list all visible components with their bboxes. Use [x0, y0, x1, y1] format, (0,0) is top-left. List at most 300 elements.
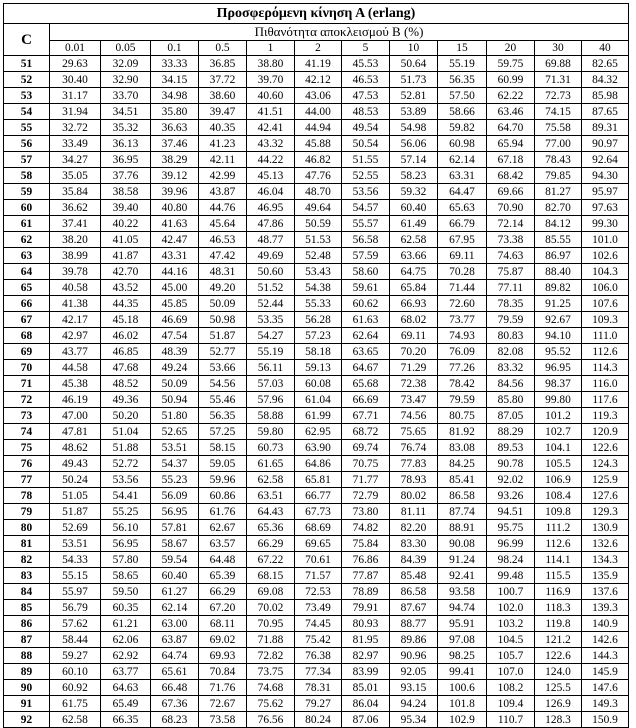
traffic-value-cell: 50.24: [50, 472, 101, 488]
traffic-value-cell: 57.59: [342, 248, 390, 264]
traffic-value-cell: 50.98: [199, 312, 247, 328]
table-row: [4, 152, 629, 168]
traffic-value-cell: 135.9: [582, 568, 629, 584]
traffic-value-cell: 118.3: [535, 600, 582, 616]
traffic-value-cell: 42.47: [151, 232, 199, 248]
traffic-value-cell: 60.40: [390, 200, 438, 216]
traffic-value-cell: 89.82: [535, 280, 582, 296]
traffic-value-cell: 32.09: [101, 56, 151, 72]
traffic-value-cell: 52.72: [101, 456, 151, 472]
traffic-value-cell: 142.6: [582, 632, 629, 648]
traffic-value-cell: 48.52: [101, 376, 151, 392]
traffic-value-cell: 52.69: [50, 520, 101, 536]
traffic-value-cell: 108.2: [487, 680, 535, 696]
traffic-value-cell: 60.92: [50, 680, 101, 696]
traffic-value-cell: 126.9: [535, 696, 582, 712]
traffic-value-cell: 38.29: [151, 152, 199, 168]
channel-count-cell: 53: [4, 88, 50, 104]
traffic-value-cell: 58.18: [295, 344, 342, 360]
traffic-value-cell: 44.16: [151, 264, 199, 280]
traffic-value-cell: 40.22: [101, 216, 151, 232]
traffic-value-cell: 94.30: [582, 168, 629, 184]
traffic-value-cell: 68.11: [199, 616, 247, 632]
traffic-value-cell: 124.0: [535, 664, 582, 680]
traffic-value-cell: 73.75: [247, 664, 295, 680]
channel-count-cell: 65: [4, 280, 50, 296]
traffic-value-cell: 62.06: [101, 632, 151, 648]
traffic-value-cell: 102.9: [438, 712, 487, 728]
traffic-value-cell: 40.80: [151, 200, 199, 216]
traffic-value-cell: 48.70: [295, 184, 342, 200]
traffic-value-cell: 94.10: [535, 328, 582, 344]
traffic-value-cell: 46.02: [101, 328, 151, 344]
channel-count-cell: 67: [4, 312, 50, 328]
traffic-value-cell: 33.33: [151, 56, 199, 72]
traffic-value-cell: 94.51: [487, 504, 535, 520]
traffic-value-cell: 90.97: [582, 136, 629, 152]
traffic-value-cell: 62.58: [390, 232, 438, 248]
traffic-value-cell: 70.61: [295, 552, 342, 568]
traffic-value-cell: 67.71: [342, 408, 390, 424]
traffic-value-cell: 39.70: [247, 72, 295, 88]
traffic-value-cell: 64.86: [295, 456, 342, 472]
traffic-value-cell: 34.98: [151, 88, 199, 104]
traffic-value-cell: 41.19: [295, 56, 342, 72]
traffic-value-cell: 50.20: [101, 408, 151, 424]
traffic-value-cell: 65.84: [390, 280, 438, 296]
traffic-value-cell: 48.62: [50, 440, 101, 456]
traffic-value-cell: 101.0: [582, 232, 629, 248]
traffic-value-cell: 35.84: [50, 184, 101, 200]
erlang-b-table: [3, 3, 629, 728]
channel-count-cell: 56: [4, 136, 50, 152]
traffic-value-cell: 59.32: [390, 184, 438, 200]
traffic-value-cell: 103.2: [487, 616, 535, 632]
table-row: [4, 472, 629, 488]
traffic-value-cell: 104.3: [582, 264, 629, 280]
traffic-value-cell: 60.08: [295, 376, 342, 392]
traffic-value-cell: 42.12: [295, 72, 342, 88]
traffic-value-cell: 43.32: [247, 136, 295, 152]
percentage-header-row: [4, 41, 629, 56]
traffic-value-cell: 50.09: [151, 376, 199, 392]
traffic-value-cell: 64.74: [151, 648, 199, 664]
traffic-value-cell: 66.93: [390, 296, 438, 312]
traffic-value-cell: 59.80: [247, 424, 295, 440]
percentage-header-cell: 5: [342, 41, 390, 56]
channel-count-cell: 86: [4, 616, 50, 632]
traffic-value-cell: 84.32: [582, 72, 629, 88]
traffic-value-cell: 144.3: [582, 648, 629, 664]
traffic-value-cell: 96.99: [487, 536, 535, 552]
traffic-value-cell: 45.88: [295, 136, 342, 152]
channel-count-cell: 87: [4, 632, 50, 648]
traffic-value-cell: 82.65: [582, 56, 629, 72]
traffic-value-cell: 62.58: [50, 712, 101, 728]
traffic-value-cell: 53.35: [247, 312, 295, 328]
traffic-value-cell: 66.69: [342, 392, 390, 408]
traffic-value-cell: 49.64: [295, 200, 342, 216]
traffic-value-cell: 68.15: [247, 568, 295, 584]
traffic-value-cell: 91.25: [535, 296, 582, 312]
traffic-value-cell: 60.86: [199, 488, 247, 504]
traffic-value-cell: 82.20: [390, 520, 438, 536]
channel-count-cell: 78: [4, 488, 50, 504]
percentage-header-cell: 10: [390, 41, 438, 56]
traffic-value-cell: 33.49: [50, 136, 101, 152]
traffic-value-cell: 85.48: [390, 568, 438, 584]
traffic-value-cell: 46.85: [101, 344, 151, 360]
traffic-value-cell: 37.72: [199, 72, 247, 88]
traffic-value-cell: 81.11: [390, 504, 438, 520]
subtitle-row: [4, 24, 629, 41]
traffic-value-cell: 67.20: [199, 600, 247, 616]
traffic-value-cell: 58.66: [438, 104, 487, 120]
traffic-value-cell: 39.78: [50, 264, 101, 280]
traffic-value-cell: 92.02: [487, 472, 535, 488]
traffic-value-cell: 74.68: [247, 680, 295, 696]
traffic-value-cell: 56.35: [199, 408, 247, 424]
traffic-value-cell: 78.31: [295, 680, 342, 696]
traffic-value-cell: 90.78: [487, 456, 535, 472]
table-row: [4, 552, 629, 568]
traffic-value-cell: 65.49: [101, 696, 151, 712]
traffic-value-cell: 95.75: [487, 520, 535, 536]
traffic-value-cell: 97.08: [438, 632, 487, 648]
traffic-value-cell: 74.82: [342, 520, 390, 536]
traffic-value-cell: 73.38: [487, 232, 535, 248]
traffic-value-cell: 31.94: [50, 104, 101, 120]
traffic-value-cell: 51.52: [247, 280, 295, 296]
traffic-value-cell: 65.94: [487, 136, 535, 152]
traffic-value-cell: 40.35: [199, 120, 247, 136]
traffic-value-cell: 74.63: [487, 248, 535, 264]
traffic-value-cell: 51.55: [342, 152, 390, 168]
traffic-value-cell: 69.66: [487, 184, 535, 200]
table-row: [4, 456, 629, 472]
traffic-value-cell: 95.97: [582, 184, 629, 200]
table-row: [4, 424, 629, 440]
traffic-value-cell: 54.56: [199, 376, 247, 392]
channel-count-cell: 81: [4, 536, 50, 552]
traffic-value-cell: 110.7: [487, 712, 535, 728]
traffic-value-cell: 56.58: [342, 232, 390, 248]
traffic-value-cell: 67.36: [151, 696, 199, 712]
traffic-value-cell: 65.68: [342, 376, 390, 392]
traffic-value-cell: 44.76: [199, 200, 247, 216]
traffic-value-cell: 60.40: [151, 568, 199, 584]
traffic-value-cell: 102.0: [487, 600, 535, 616]
traffic-value-cell: 99.41: [438, 664, 487, 680]
traffic-value-cell: 93.58: [438, 584, 487, 600]
traffic-value-cell: 54.57: [342, 200, 390, 216]
table-row: [4, 184, 629, 200]
channel-count-cell: 74: [4, 424, 50, 440]
table-header: [4, 4, 629, 56]
traffic-value-cell: 85.01: [342, 680, 390, 696]
traffic-value-cell: 59.61: [342, 280, 390, 296]
traffic-value-cell: 92.67: [535, 312, 582, 328]
traffic-value-cell: 36.62: [50, 200, 101, 216]
channel-count-cell: 59: [4, 184, 50, 200]
channel-count-cell: 54: [4, 104, 50, 120]
traffic-value-cell: 70.02: [247, 600, 295, 616]
traffic-value-cell: 98.37: [535, 376, 582, 392]
traffic-value-cell: 137.6: [582, 584, 629, 600]
traffic-value-cell: 74.45: [295, 616, 342, 632]
channel-count-cell: 91: [4, 696, 50, 712]
traffic-value-cell: 72.14: [487, 216, 535, 232]
table-row: [4, 712, 629, 728]
traffic-value-cell: 79.27: [295, 696, 342, 712]
traffic-value-cell: 71.31: [535, 72, 582, 88]
traffic-value-cell: 75.65: [390, 424, 438, 440]
traffic-value-cell: 59.82: [438, 120, 487, 136]
traffic-value-cell: 53.56: [342, 184, 390, 200]
percentage-header-cell: 1: [247, 41, 295, 56]
traffic-value-cell: 98.24: [487, 552, 535, 568]
traffic-value-cell: 105.5: [535, 456, 582, 472]
traffic-value-cell: 62.22: [487, 88, 535, 104]
c-column-header: C: [4, 24, 50, 56]
traffic-value-cell: 60.73: [247, 440, 295, 456]
traffic-value-cell: 84.39: [390, 552, 438, 568]
traffic-value-cell: 46.53: [342, 72, 390, 88]
traffic-value-cell: 35.80: [151, 104, 199, 120]
traffic-value-cell: 78.42: [438, 376, 487, 392]
traffic-value-cell: 77.11: [487, 280, 535, 296]
traffic-value-cell: 95.52: [535, 344, 582, 360]
table-row: [4, 216, 629, 232]
table-row: [4, 104, 629, 120]
traffic-value-cell: 51.87: [50, 504, 101, 520]
traffic-value-cell: 94.74: [438, 600, 487, 616]
traffic-value-cell: 57.23: [295, 328, 342, 344]
traffic-value-cell: 45.64: [199, 216, 247, 232]
traffic-value-cell: 64.43: [247, 504, 295, 520]
table-row: [4, 200, 629, 216]
traffic-value-cell: 145.9: [582, 664, 629, 680]
traffic-value-cell: 80.93: [342, 616, 390, 632]
traffic-value-cell: 42.41: [247, 120, 295, 136]
traffic-value-cell: 56.06: [390, 136, 438, 152]
traffic-value-cell: 47.53: [342, 88, 390, 104]
traffic-value-cell: 60.98: [438, 136, 487, 152]
percentage-header-cell: 15: [438, 41, 487, 56]
traffic-value-cell: 69.88: [535, 56, 582, 72]
table-row: [4, 264, 629, 280]
traffic-value-cell: 140.9: [582, 616, 629, 632]
traffic-value-cell: 63.57: [199, 536, 247, 552]
channel-count-cell: 51: [4, 56, 50, 72]
traffic-value-cell: 32.72: [50, 120, 101, 136]
channel-count-cell: 61: [4, 216, 50, 232]
traffic-value-cell: 44.35: [101, 296, 151, 312]
table-row: [4, 520, 629, 536]
traffic-value-cell: 54.41: [101, 488, 151, 504]
traffic-value-cell: 109.4: [487, 696, 535, 712]
traffic-value-cell: 39.96: [151, 184, 199, 200]
traffic-value-cell: 41.38: [50, 296, 101, 312]
traffic-value-cell: 80.83: [487, 328, 535, 344]
traffic-value-cell: 52.77: [199, 344, 247, 360]
traffic-value-cell: 78.35: [487, 296, 535, 312]
channel-count-cell: 83: [4, 568, 50, 584]
traffic-value-cell: 120.9: [582, 424, 629, 440]
traffic-value-cell: 72.79: [342, 488, 390, 504]
traffic-value-cell: 105.7: [487, 648, 535, 664]
traffic-value-cell: 92.41: [438, 568, 487, 584]
traffic-value-cell: 42.70: [101, 264, 151, 280]
traffic-value-cell: 84.25: [438, 456, 487, 472]
traffic-value-cell: 46.69: [151, 312, 199, 328]
traffic-value-cell: 88.91: [438, 520, 487, 536]
traffic-value-cell: 83.32: [487, 360, 535, 376]
traffic-value-cell: 70.20: [390, 344, 438, 360]
traffic-value-cell: 55.57: [342, 216, 390, 232]
channel-count-cell: 89: [4, 664, 50, 680]
traffic-value-cell: 67.95: [438, 232, 487, 248]
traffic-value-cell: 43.31: [151, 248, 199, 264]
traffic-value-cell: 58.15: [199, 440, 247, 456]
traffic-value-cell: 51.88: [101, 440, 151, 456]
traffic-value-cell: 39.40: [101, 200, 151, 216]
traffic-value-cell: 45.53: [342, 56, 390, 72]
table-body: [4, 56, 629, 728]
traffic-value-cell: 42.99: [199, 168, 247, 184]
traffic-value-cell: 34.51: [101, 104, 151, 120]
table-row: [4, 248, 629, 264]
channel-count-cell: 84: [4, 584, 50, 600]
table-subtitle: Πιθανότητα αποκλεισμού Β (%): [50, 24, 629, 41]
percentage-header-cell: 40: [582, 41, 629, 56]
traffic-value-cell: 99.30: [582, 216, 629, 232]
traffic-value-cell: 101.2: [535, 408, 582, 424]
traffic-value-cell: 68.23: [151, 712, 199, 728]
traffic-value-cell: 52.48: [295, 248, 342, 264]
traffic-value-cell: 52.81: [390, 88, 438, 104]
traffic-value-cell: 52.65: [151, 424, 199, 440]
traffic-value-cell: 56.11: [247, 360, 295, 376]
title-row: [4, 4, 629, 24]
traffic-value-cell: 77.87: [342, 568, 390, 584]
traffic-value-cell: 116.9: [535, 584, 582, 600]
traffic-value-cell: 51.73: [390, 72, 438, 88]
table-row: [4, 344, 629, 360]
traffic-value-cell: 82.70: [535, 200, 582, 216]
traffic-value-cell: 58.67: [151, 536, 199, 552]
traffic-value-cell: 55.19: [247, 344, 295, 360]
traffic-value-cell: 55.46: [199, 392, 247, 408]
traffic-value-cell: 59.05: [199, 456, 247, 472]
table-row: [4, 408, 629, 424]
traffic-value-cell: 82.97: [342, 648, 390, 664]
traffic-value-cell: 58.44: [50, 632, 101, 648]
traffic-value-cell: 114.3: [582, 360, 629, 376]
traffic-value-cell: 57.14: [390, 152, 438, 168]
traffic-value-cell: 54.33: [50, 552, 101, 568]
traffic-value-cell: 109.3: [582, 312, 629, 328]
traffic-value-cell: 81.92: [438, 424, 487, 440]
traffic-value-cell: 39.47: [199, 104, 247, 120]
traffic-value-cell: 50.54: [342, 136, 390, 152]
traffic-value-cell: 46.53: [199, 232, 247, 248]
traffic-value-cell: 125.5: [535, 680, 582, 696]
table-row: [4, 392, 629, 408]
traffic-value-cell: 72.67: [199, 696, 247, 712]
traffic-value-cell: 45.38: [50, 376, 101, 392]
traffic-value-cell: 76.56: [247, 712, 295, 728]
traffic-value-cell: 104.5: [487, 632, 535, 648]
traffic-value-cell: 51.04: [101, 424, 151, 440]
traffic-value-cell: 85.98: [582, 88, 629, 104]
traffic-value-cell: 54.38: [295, 280, 342, 296]
traffic-value-cell: 43.52: [101, 280, 151, 296]
traffic-value-cell: 38.80: [247, 56, 295, 72]
traffic-value-cell: 98.25: [438, 648, 487, 664]
channel-count-cell: 69: [4, 344, 50, 360]
traffic-value-cell: 125.9: [582, 472, 629, 488]
traffic-value-cell: 63.46: [487, 104, 535, 120]
traffic-value-cell: 41.23: [199, 136, 247, 152]
traffic-value-cell: 62.58: [247, 472, 295, 488]
traffic-value-cell: 66.35: [101, 712, 151, 728]
channel-count-cell: 77: [4, 472, 50, 488]
traffic-value-cell: 47.81: [50, 424, 101, 440]
traffic-value-cell: 67.18: [487, 152, 535, 168]
traffic-value-cell: 40.60: [247, 88, 295, 104]
traffic-value-cell: 62.14: [151, 600, 199, 616]
traffic-value-cell: 75.42: [295, 632, 342, 648]
table-row: [4, 584, 629, 600]
traffic-value-cell: 36.85: [199, 56, 247, 72]
traffic-value-cell: 76.09: [438, 344, 487, 360]
traffic-value-cell: 73.80: [342, 504, 390, 520]
traffic-value-cell: 53.66: [199, 360, 247, 376]
traffic-value-cell: 45.85: [151, 296, 199, 312]
table-row: [4, 56, 629, 72]
traffic-value-cell: 70.28: [438, 264, 487, 280]
traffic-value-cell: 61.63: [342, 312, 390, 328]
traffic-value-cell: 66.77: [295, 488, 342, 504]
channel-count-cell: 64: [4, 264, 50, 280]
traffic-value-cell: 70.75: [342, 456, 390, 472]
traffic-value-cell: 117.6: [582, 392, 629, 408]
traffic-value-cell: 134.3: [582, 552, 629, 568]
traffic-value-cell: 53.56: [101, 472, 151, 488]
traffic-value-cell: 39.12: [151, 168, 199, 184]
traffic-value-cell: 69.08: [247, 584, 295, 600]
traffic-value-cell: 77.34: [295, 664, 342, 680]
traffic-value-cell: 65.39: [199, 568, 247, 584]
traffic-value-cell: 57.80: [101, 552, 151, 568]
traffic-value-cell: 147.6: [582, 680, 629, 696]
traffic-value-cell: 111.2: [535, 520, 582, 536]
traffic-value-cell: 61.75: [50, 696, 101, 712]
traffic-value-cell: 76.74: [390, 440, 438, 456]
traffic-value-cell: 66.29: [199, 584, 247, 600]
traffic-value-cell: 42.11: [199, 152, 247, 168]
channel-count-cell: 92: [4, 712, 50, 728]
traffic-value-cell: 69.11: [390, 328, 438, 344]
traffic-value-cell: 49.69: [247, 248, 295, 264]
traffic-value-cell: 87.65: [582, 104, 629, 120]
traffic-value-cell: 59.96: [199, 472, 247, 488]
traffic-value-cell: 48.31: [199, 264, 247, 280]
traffic-value-cell: 51.05: [50, 488, 101, 504]
traffic-value-cell: 111.0: [582, 328, 629, 344]
traffic-value-cell: 116.0: [582, 376, 629, 392]
